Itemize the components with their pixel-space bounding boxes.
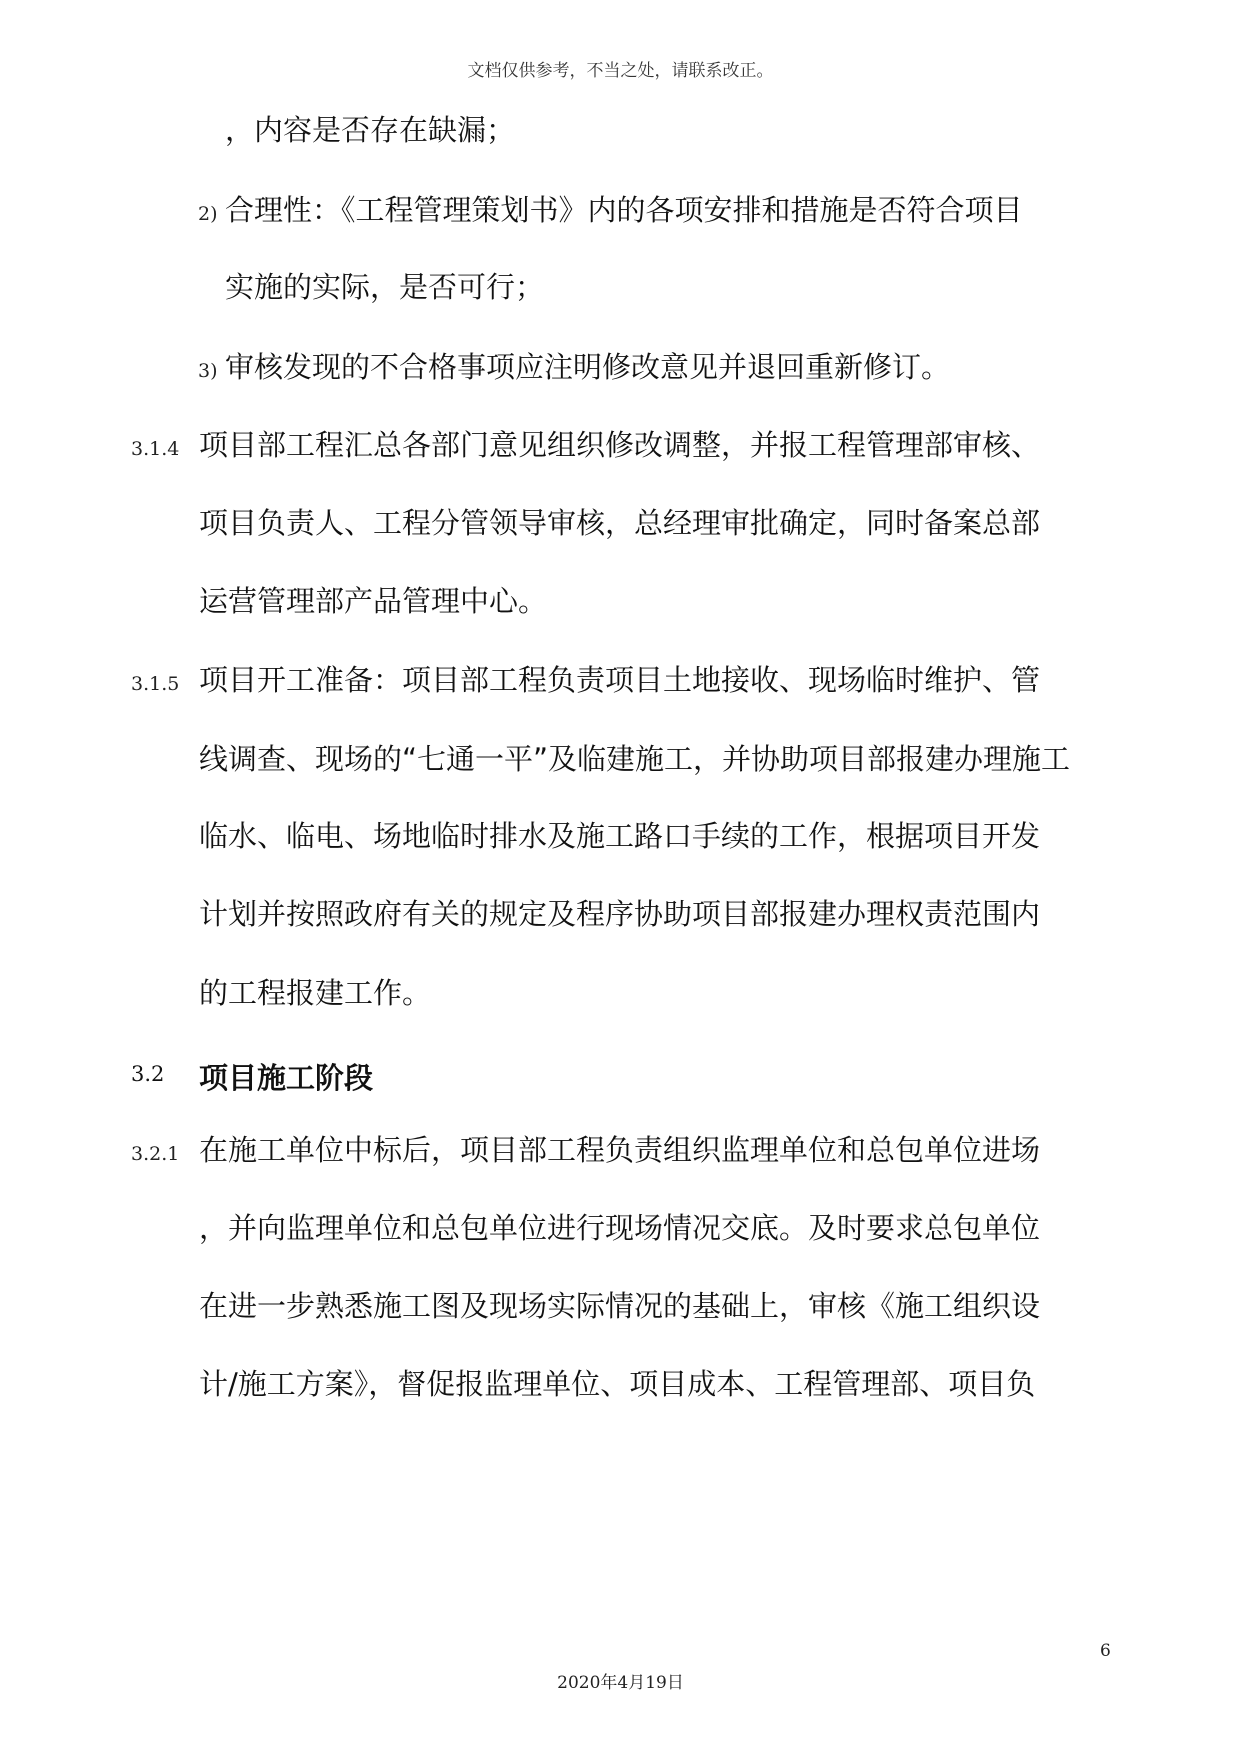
text-line: 合理性：《工程管理策划书》内的各项安排和措施是否符合项目 (225, 193, 1023, 227)
text-line: ，并向监理单位和总包单位进行现场情况交底。及时要求总包单位 (199, 1211, 1041, 1245)
section-heading: 项目施工阶段 (199, 1061, 374, 1095)
text-line: 在施工单位中标后，项目部工程负责组织监理单位和总包单位进场 (199, 1133, 1041, 1167)
page-header: 文档仅供参考，不当之处，请联系改正。 (467, 61, 774, 81)
text-line: 项目部工程汇总各部门意见组织修改调整，并报工程管理部审核、 (199, 428, 1041, 462)
list-number: 3) (198, 360, 218, 382)
text-line: 运营管理部产品管理中心。 (199, 584, 548, 618)
page-footer-date: 2020年4月19日 (557, 1673, 684, 1693)
text-line: 线调查、现场的“七通一平”及临建施工，并协助项目部报建办理施工 (199, 742, 1071, 776)
text-line: 在进一步熟悉施工图及现场实际情况的基础上，审核《施工组织设 (199, 1289, 1041, 1323)
section-number: 3.1.4 (131, 438, 180, 460)
text-line: 临水、临电、场地临时排水及施工路口手续的工作，根据项目开发 (199, 819, 1041, 853)
list-number: 2) (198, 203, 218, 225)
text-line: 审核发现的不合格事项应注明修改意见并退回重新修订。 (225, 350, 951, 384)
text-line: 项目开工准备：项目部工程负责项目土地接收、现场临时维护、管 (199, 663, 1041, 697)
text-line: 计划并按照政府有关的规定及程序协助项目部报建办理权责范围内 (199, 897, 1041, 931)
page-number: 6 (1100, 1641, 1111, 1661)
text-line: 的工程报建工作。 (199, 976, 432, 1010)
text-line: 实施的实际，是否可行； (225, 270, 545, 304)
text-line: 项目负责人、工程分管领导审核，总经理审批确定，同时备案总部 (199, 506, 1041, 540)
section-number: 3.2 (131, 1062, 165, 1086)
text-line: 计/施工方案》，督促报监理单位、项目成本、工程管理部、项目负 (199, 1367, 1036, 1401)
section-number: 3.2.1 (131, 1143, 180, 1165)
text-line: ，内容是否存在缺漏； (225, 113, 516, 147)
section-number: 3.1.5 (131, 673, 180, 695)
